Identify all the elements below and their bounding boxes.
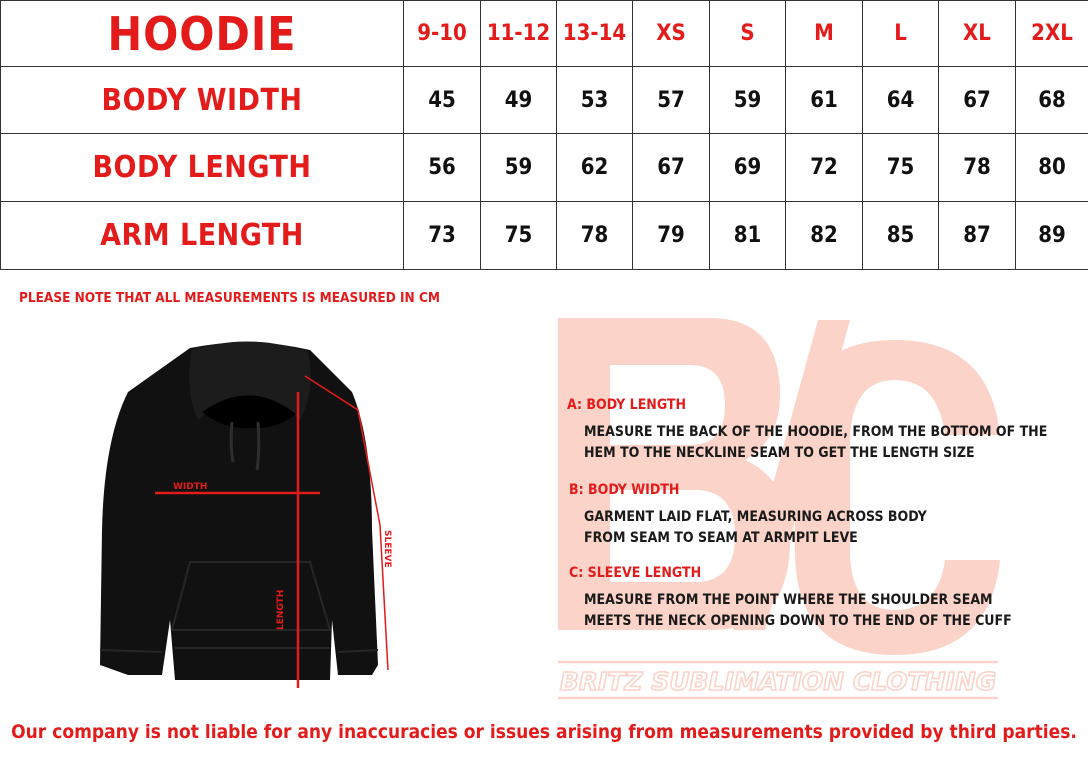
sleeve-label: SLEEVE	[382, 530, 392, 568]
table-cell: 67	[633, 134, 710, 202]
table-cell: 45	[404, 67, 481, 134]
table-cell: 59	[481, 134, 557, 202]
table-cell: 72	[786, 134, 863, 202]
instruction-line: HEM TO THE NECKLINE SEAM TO GET THE LENGTH SIZE	[584, 445, 975, 461]
table-cell: 75	[863, 134, 939, 202]
table-cell: 73	[404, 202, 481, 270]
size-header: 11-12	[481, 1, 557, 67]
size-header-row	[1, 1, 1088, 67]
size-header: M	[786, 1, 863, 67]
size-header: S	[710, 1, 786, 67]
hoodie-diagram	[80, 330, 420, 700]
instruction-text-body-length	[584, 422, 1047, 464]
instruction-text-sleeve-length	[584, 590, 1012, 632]
width-label: WIDTH	[173, 482, 208, 492]
length-label: LENGTH	[276, 589, 286, 630]
table-cell: 82	[786, 202, 863, 270]
table-cell: 67	[939, 67, 1016, 134]
table-cell: 81	[710, 202, 786, 270]
row-label-body-length: BODY LENGTH	[1, 134, 404, 202]
size-header: 2XL	[1016, 1, 1088, 67]
table-cell: 56	[404, 134, 481, 202]
table-row	[1, 67, 1088, 134]
table-cell: 53	[557, 67, 633, 134]
table-cell: 57	[633, 67, 710, 134]
instruction-line: FROM SEAM TO SEAM AT ARMPIT LEVE	[584, 530, 858, 546]
row-label-body-width: BODY WIDTH	[1, 67, 404, 134]
measurement-note: PLEASE NOTE THAT ALL MEASUREMENTS IS MEASURED IN CM	[19, 290, 440, 306]
instruction-line: MEETS THE NECK OPENING DOWN TO THE END OF THE CUFF	[584, 613, 1012, 629]
size-header: L	[863, 1, 939, 67]
table-cell: 64	[863, 67, 939, 134]
instruction-line: MEASURE THE BACK OF THE HOODIE, FROM THE BOTTOM OF THE	[584, 424, 1048, 440]
instruction-heading-sleeve-length: C: SLEEVE LENGTH	[569, 565, 702, 581]
size-header: 9-10	[404, 1, 481, 67]
instruction-text-body-width	[584, 507, 927, 549]
table-cell: 78	[939, 134, 1016, 202]
hoodie-icon	[100, 341, 378, 680]
instruction-line: MEASURE FROM THE POINT WHERE THE SHOULDER SEAM	[584, 592, 993, 608]
table-cell: 59	[710, 67, 786, 134]
table-cell: 75	[481, 202, 557, 270]
table-cell: 80	[1016, 134, 1088, 202]
table-title: HOODIE	[1, 1, 404, 67]
table-cell: 68	[1016, 67, 1088, 134]
table-row	[1, 202, 1088, 270]
table-cell: 69	[710, 134, 786, 202]
brand-name: BRITZ SUBLIMATION CLOTHING	[559, 667, 997, 696]
size-chart-table	[0, 0, 1088, 270]
table-cell: 49	[481, 67, 557, 134]
table-row	[1, 134, 1088, 202]
instruction-heading-body-length: A: BODY LENGTH	[567, 397, 687, 413]
instruction-heading-body-width: B: BODY WIDTH	[569, 482, 680, 498]
table-cell: 89	[1016, 202, 1088, 270]
table-cell: 79	[633, 202, 710, 270]
table-cell: 61	[786, 67, 863, 134]
size-header: XS	[633, 1, 710, 67]
table-cell: 78	[557, 202, 633, 270]
table-cell: 85	[863, 202, 939, 270]
size-header: 13-14	[557, 1, 633, 67]
liability-disclaimer: Our company is not liable for any inaccuracies or issues arising from measurements provided by third parties.	[11, 721, 1077, 743]
table-cell: 87	[939, 202, 1016, 270]
size-header: XL	[939, 1, 1016, 67]
table-cell: 62	[557, 134, 633, 202]
row-label-arm-length: ARM LENGTH	[1, 202, 404, 270]
instruction-line: GARMENT LAID FLAT, MEASURING ACROSS BODY	[584, 509, 927, 525]
